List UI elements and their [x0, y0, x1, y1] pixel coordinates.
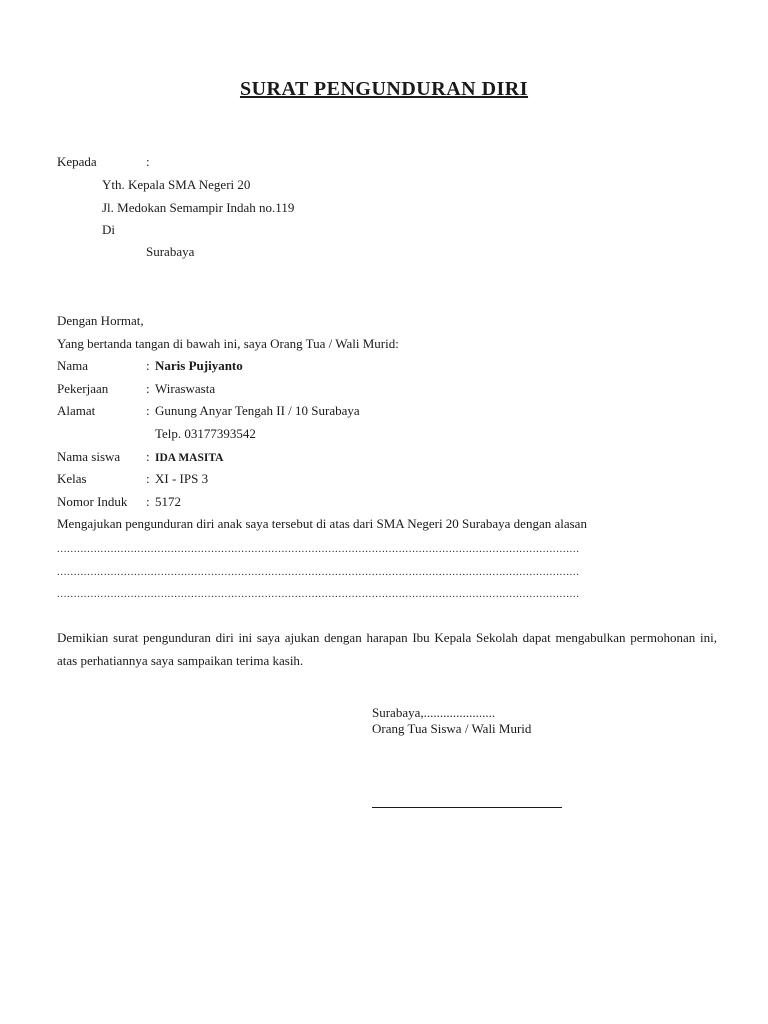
reason-dotted-line-1: ............................................................................................................................................................: [57, 543, 580, 555]
kelas-value: XI - IPS 3: [155, 471, 209, 486]
kelas-label: Kelas: [57, 471, 87, 486]
intro-text: Yang bertanda tangan di bawah ini, saya Orang Tua / Wali Murid:: [57, 336, 399, 351]
nomor-induk-value: 5172: [155, 494, 181, 509]
pekerjaan-value: Wiraswasta: [155, 381, 216, 396]
closing-paragraph: Demikian surat pengunduran diri ini saya ajukan dengan harapan Ibu Kepala Sekolah dapat mengabulkan permohonan ini, atas perhatiannya saya sampaikan terima kasih.: [57, 630, 717, 668]
nama-siswa-value: IDA MASITA: [155, 452, 224, 464]
recipient-line-2: Jl. Medokan Semampir Indah no.119: [102, 200, 295, 215]
signature-line: [372, 807, 562, 808]
recipient-line-3: Di: [102, 222, 115, 237]
pekerjaan-colon: :: [146, 381, 150, 396]
alamat-label: Alamat: [57, 403, 96, 418]
nama-value: Naris Pujiyanto: [155, 358, 243, 373]
greeting: Dengan Hormat,: [57, 313, 144, 328]
pekerjaan-label: Pekerjaan: [57, 381, 109, 396]
signature-place-date: Surabaya,......................: [372, 705, 496, 720]
telp-value: Telp. 03177393542: [155, 426, 256, 441]
reason-dotted-line-3: ............................................................................................................................................................: [57, 588, 580, 600]
signature-role: Orang Tua Siswa / Wali Murid: [372, 721, 532, 736]
reason-text: Mengajukan pengunduran diri anak saya tersebut di atas dari SMA Negeri 20 Surabaya dengan alasan: [57, 516, 587, 531]
nomor-induk-label: Nomor Induk: [57, 494, 128, 509]
alamat-value: Gunung Anyar Tengah II / 10 Surabaya: [155, 403, 360, 418]
letter-title: SURAT PENGUNDURAN DIRI: [239, 78, 529, 100]
nama-siswa-label: Nama siswa: [57, 449, 121, 464]
reason-dotted-line-2: ............................................................................................................................................................: [57, 566, 580, 578]
recipient-label: Kepada: [57, 154, 97, 169]
alamat-colon: :: [146, 403, 150, 418]
kelas-colon: :: [146, 471, 150, 486]
nama-siswa-colon: :: [146, 449, 150, 464]
recipient-colon: :: [146, 154, 150, 169]
recipient-line-1: Yth. Kepala SMA Negeri 20: [102, 177, 251, 192]
nomor-induk-colon: :: [146, 494, 150, 509]
recipient-line-4: Surabaya: [146, 244, 195, 259]
nama-label: Nama: [57, 358, 89, 373]
nama-colon: :: [146, 358, 150, 373]
